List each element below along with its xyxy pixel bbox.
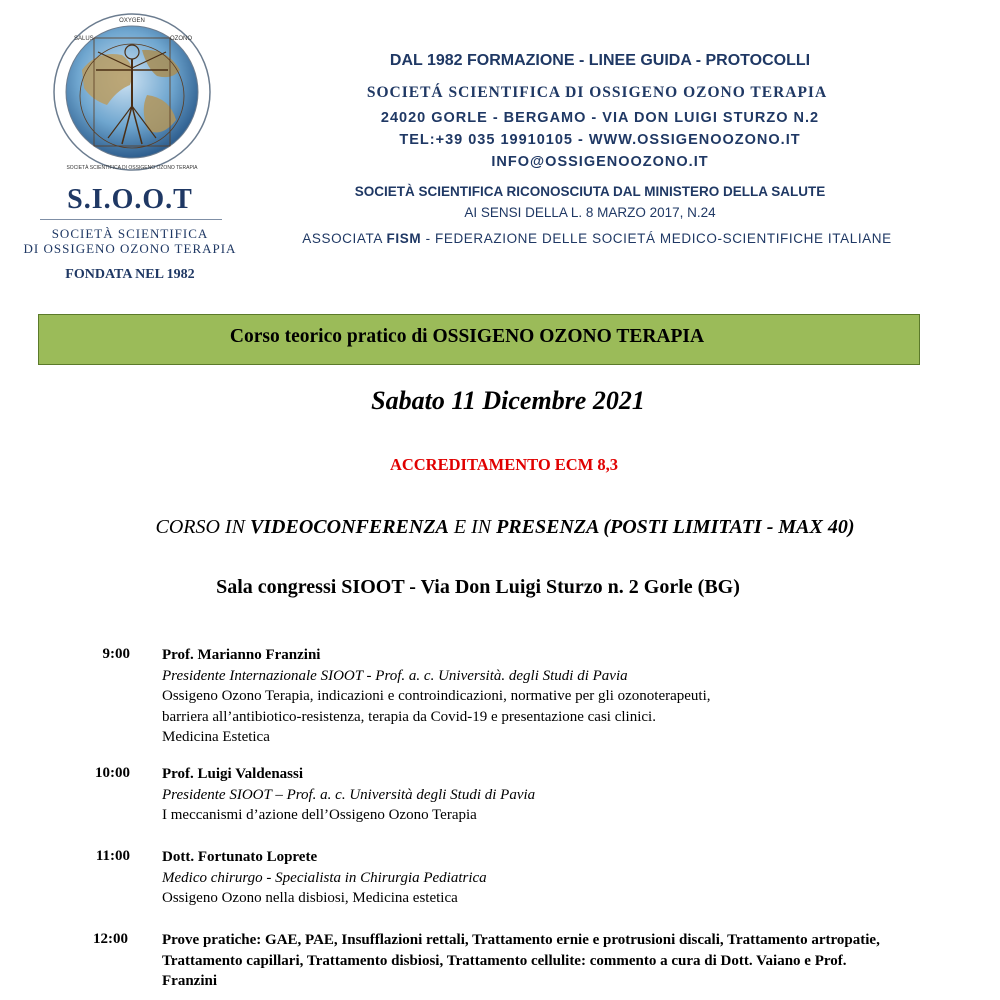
header-tagline: DAL 1982 FORMAZIONE - LINEE GUIDA - PROTOCOLLI <box>389 52 811 69</box>
header-society: SOCIETÁ SCIENTIFICA DI OSSIGENO OZONO TERAPIA <box>366 84 828 101</box>
assoc-rest: - FEDERAZIONE DELLE SOCIETÁ MEDICO-SCIENTIFICHE ITALIANE <box>425 231 892 246</box>
program-item <box>162 847 982 909</box>
program-line: Franzini <box>162 973 217 989</box>
svg-text:OXYGEN: OXYGEN <box>119 18 145 24</box>
header-recognition: SOCIETÀ SCIENTIFICA RICONOSCIUTA DAL MINISTERO DELLA SALUTE <box>354 184 826 199</box>
course-venue: Sala congressi SIOOT - Via Don Luigi Sturzo n. 2 Gorle (BG) <box>216 576 740 598</box>
program-line: Trattamento capillari, Trattamento disbiosi, Trattamento cellulite: commento a cura di Dott. Vaiano e Prof. <box>162 952 847 969</box>
program-speaker: Prof. Marianno Franzini <box>162 647 321 663</box>
header-law: AI SENSI DELLA L. 8 MARZO 2017, N.24 <box>464 205 716 220</box>
program-line: Medicina Estetica <box>162 729 270 745</box>
program-line: I meccanismi d’azione dell’Ossigeno Ozono Terapia <box>162 807 477 823</box>
program-role: Presidente SIOOT – Prof. a. c. Università degli Studi di Pavia <box>162 786 536 803</box>
program-time: 11:00 <box>95 848 130 864</box>
program-line: Prove pratiche: GAE, PAE, Insufflazioni rettali, Trattamento ernie e protrusioni discali, Trattamento artropatie, <box>162 932 880 948</box>
logo-subtitle <box>20 226 240 256</box>
accreditation: ACCREDITAMENTO ECM 8,3 <box>389 455 619 474</box>
program-item <box>162 645 982 748</box>
program-item <box>162 764 982 826</box>
svg-text:SALUS: SALUS <box>74 36 94 42</box>
mode-part3: E IN <box>453 516 492 538</box>
program-time: 12:00 <box>93 931 128 947</box>
program-speaker: Prof. Luigi Valdenassi <box>162 766 304 782</box>
program-item <box>162 930 982 992</box>
program-line: Ossigeno Ozono Terapia, indicazioni e controindicazioni, normative per gli ozonoterapeuti, <box>162 688 711 704</box>
program-line: barriera all’antibiotico-resistenza, terapia da Covid-19 e presentazione casi clinici. <box>162 708 656 725</box>
program-time: 10:00 <box>95 765 130 781</box>
logo-founded: FONDATA NEL 1982 <box>65 267 195 282</box>
svg-text:OZONO: OZONO <box>170 36 192 42</box>
assoc-fism: FISM <box>386 231 422 246</box>
mode-part4: PRESENZA (POSTI LIMITATI - MAX 40) <box>496 516 855 538</box>
course-date: Sabato 11 Dicembre 2021 <box>371 386 645 415</box>
sioot-logo-globe <box>52 10 212 175</box>
program-line: Ossigeno Ozono nella disbiosi, Medicina estetica <box>162 890 458 906</box>
program-role: Presidente Internazionale SIOOT - Prof. a. c. Università. degli Studi di Pavia <box>162 667 628 684</box>
logo-subtitle-line2: DI OSSIGENO OZONO TERAPIA <box>23 241 237 256</box>
program-role: Medico chirurgo - Specialista in Chirurgia Pediatrica <box>162 869 487 886</box>
assoc-prefix: ASSOCIATA <box>302 231 383 246</box>
header-contact[interactable]: TEL:+39 035 19910105 - WWW.OSSIGENOOZONO.IT <box>399 132 801 148</box>
logo-name: S.I.O.O.T <box>67 184 193 215</box>
program-speaker: Dott. Fortunato Loprete <box>162 849 318 865</box>
course-mode <box>0 516 1000 539</box>
svg-text:SOCIETÀ SCIENTIFICA DI OSSIGEN: SOCIETÀ SCIENTIFICA DI OSSIGENO OZONO TERAPIA <box>66 165 198 171</box>
course-title: Corso teorico pratico di OSSIGENO OZONO TERAPIA <box>229 326 705 347</box>
header-email[interactable]: INFO@OSSIGENOOZONO.IT <box>491 154 709 170</box>
logo-divider <box>40 219 222 220</box>
mode-part2: VIDEOCONFERENZA <box>249 516 449 538</box>
logo-subtitle-line1: SOCIETÀ SCIENTIFICA <box>51 226 209 241</box>
mode-part1: CORSO IN <box>155 516 245 538</box>
program-time: 9:00 <box>102 646 130 662</box>
header-association <box>257 231 937 246</box>
header-address: 24020 GORLE - BERGAMO - VIA DON LUIGI STURZO N.2 <box>380 110 820 126</box>
